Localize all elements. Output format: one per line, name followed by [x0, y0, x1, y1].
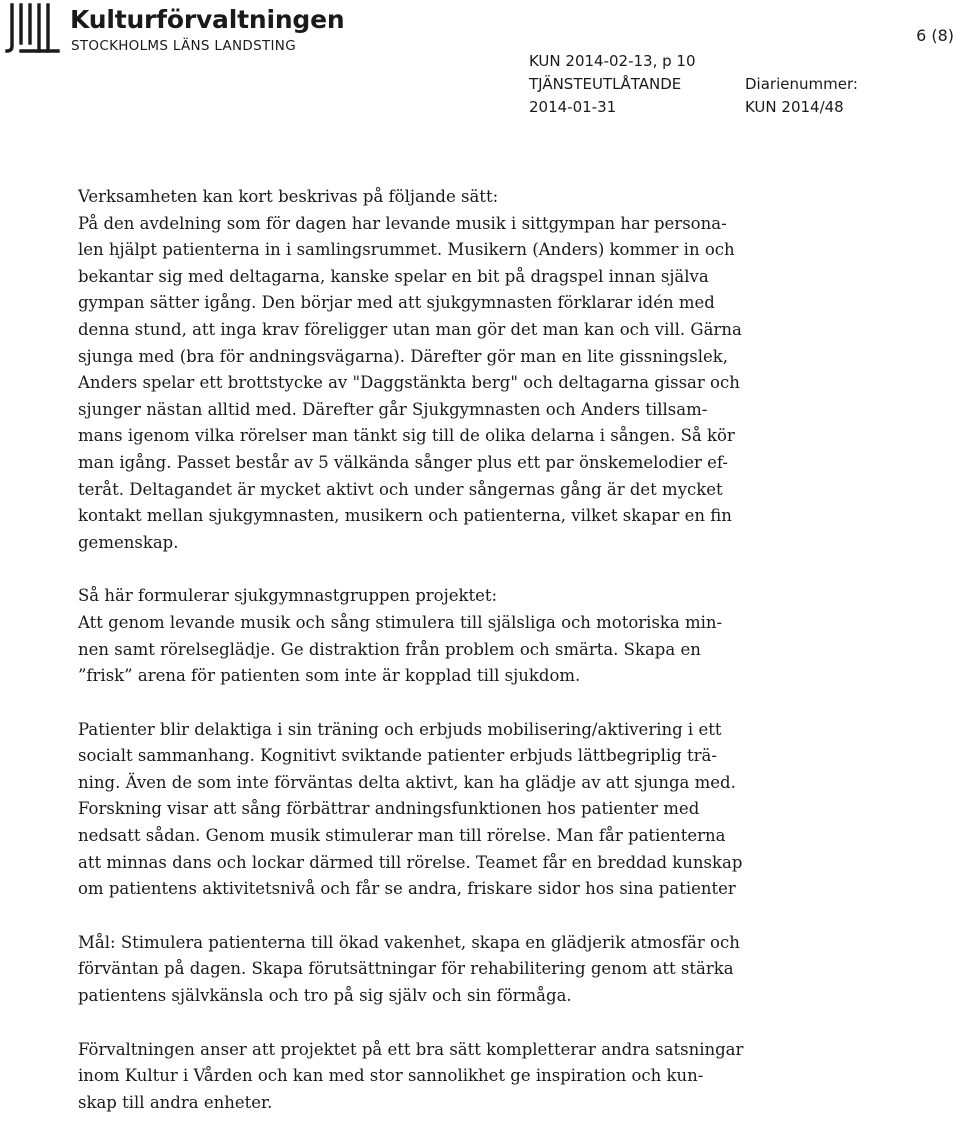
text-line: inom Kultur i Vården och kan med stor sannolikhet ge inspiration och kun- [78, 1066, 704, 1086]
paragraph-project-formulation [78, 583, 828, 689]
text-line: gympan sätter igång. Den börjar med att sjukgymnasten förklarar idén med [78, 293, 715, 313]
text-line: sjunga med (bra för andningsvägarna). Därefter gör man en lite gissningslek, [78, 346, 729, 366]
text-line: teråt. Deltagandet är mycket aktivt och under sångernas gång är det mycket [78, 479, 723, 499]
text-line: Så här formulerar sjukgymnastgruppen projektet: [78, 586, 498, 606]
text-line: Anders spelar ett brottstycke av "Daggstänkta berg" och deltagarna gissar och [78, 373, 740, 393]
text-line: Mål: Stimulera patienterna till ökad vakenhet, skapa en glädjerik atmosfär och [78, 932, 740, 952]
text-line: Att genom levande musik och sång stimulera till själsliga och motoriska min- [78, 612, 723, 632]
text-line: ”frisk” arena för patienten som inte är kopplad till sjukdom. [78, 666, 581, 686]
text-line: denna stund, att inga krav föreligger utan man gör det man kan och vill. Gärna [78, 319, 742, 339]
text-line: Forskning visar att sång förbättrar andningsfunktionen hos patienter med [78, 799, 700, 819]
sll-logo-icon [4, 2, 64, 54]
document-body [78, 184, 828, 1116]
meta-type-row [529, 73, 858, 96]
text-line: mans igenom vilka rörelser man tänkt sig till de olika delarna i sången. Så kör [78, 426, 735, 446]
text-line: man igång. Passet består av 5 välkända sånger plus ett par önskemelodier ef- [78, 452, 728, 472]
meta-date-row [529, 96, 844, 119]
org-subtitle: STOCKHOLMS LÄNS LANDSTING [71, 38, 296, 54]
text-line: om patientens aktivitetsnivå och får se andra, friskare sidor hos sina patienter [78, 879, 736, 899]
document-type: TJÄNSTEUTLÅTANDE [529, 75, 682, 93]
text-line: bekantar sig med deltagarna, kanske spelar en bit på dragspel innan själva [78, 266, 709, 286]
document-meta [529, 50, 858, 119]
text-line: len hjälpt patienterna in i samlingsrummet. Musikern (Anders) kommer in och [78, 240, 735, 260]
diary-label: Diarienummer: [745, 75, 858, 93]
text-line: förväntan på dagen. Skapa förutsättningar för rehabilitering genom att stärka [78, 959, 734, 979]
text-line: På den avdelning som för dagen har levande musik i sittgympan har persona- [78, 213, 727, 233]
org-name: Kulturförvaltningen [70, 5, 345, 34]
paragraph-assessment [78, 1037, 828, 1117]
meta-ref-row [529, 50, 696, 73]
paragraph-goals [78, 930, 828, 1010]
text-line: patientens självkänsla och tro på sig själv och sin förmåga. [78, 986, 572, 1006]
text-line: sjunger nästan alltid med. Därefter går Sjukgymnasten och Anders tillsam- [78, 399, 708, 419]
text-line: att minnas dans och lockar därmed till rörelse. Teamet får en breddad kunskap [78, 852, 743, 872]
document-date: 2014-01-31 [529, 98, 617, 116]
paragraph-activity-description [78, 184, 828, 556]
text-line: nen samt rörelseglädje. Ge distraktion från problem och smärta. Skapa en [78, 639, 701, 659]
text-line: Patienter blir delaktiga i sin träning och erbjuds mobilisering/aktivering i ett [78, 719, 722, 739]
org-logo [4, 0, 374, 60]
text-line: skap till andra enheter. [78, 1092, 273, 1112]
text-line: nedsatt sådan. Genom musik stimulerar man till rörelse. Man får patienterna [78, 826, 726, 846]
paragraph-patient-benefits [78, 717, 828, 903]
text-line: ning. Även de som inte förväntas delta aktivt, kan ha glädje av att sjunga med. [78, 772, 736, 792]
text-line: kontakt mellan sjukgymnasten, musikern och patienterna, vilket skapar en fin [78, 506, 732, 526]
text-line: Förvaltningen anser att projektet på ett bra sätt kompletterar andra satsningar [78, 1039, 744, 1059]
text-line: Verksamheten kan kort beskrivas på följande sätt: [78, 187, 499, 206]
page-number: 6 (8) [916, 26, 954, 45]
diary-number: KUN 2014/48 [745, 98, 844, 116]
text-line: socialt sammanhang. Kognitivt sviktande patienter erbjuds lättbegriplig trä- [78, 746, 717, 766]
meeting-reference: KUN 2014-02-13, p 10 [529, 52, 696, 70]
text-line: gemenskap. [78, 532, 179, 552]
